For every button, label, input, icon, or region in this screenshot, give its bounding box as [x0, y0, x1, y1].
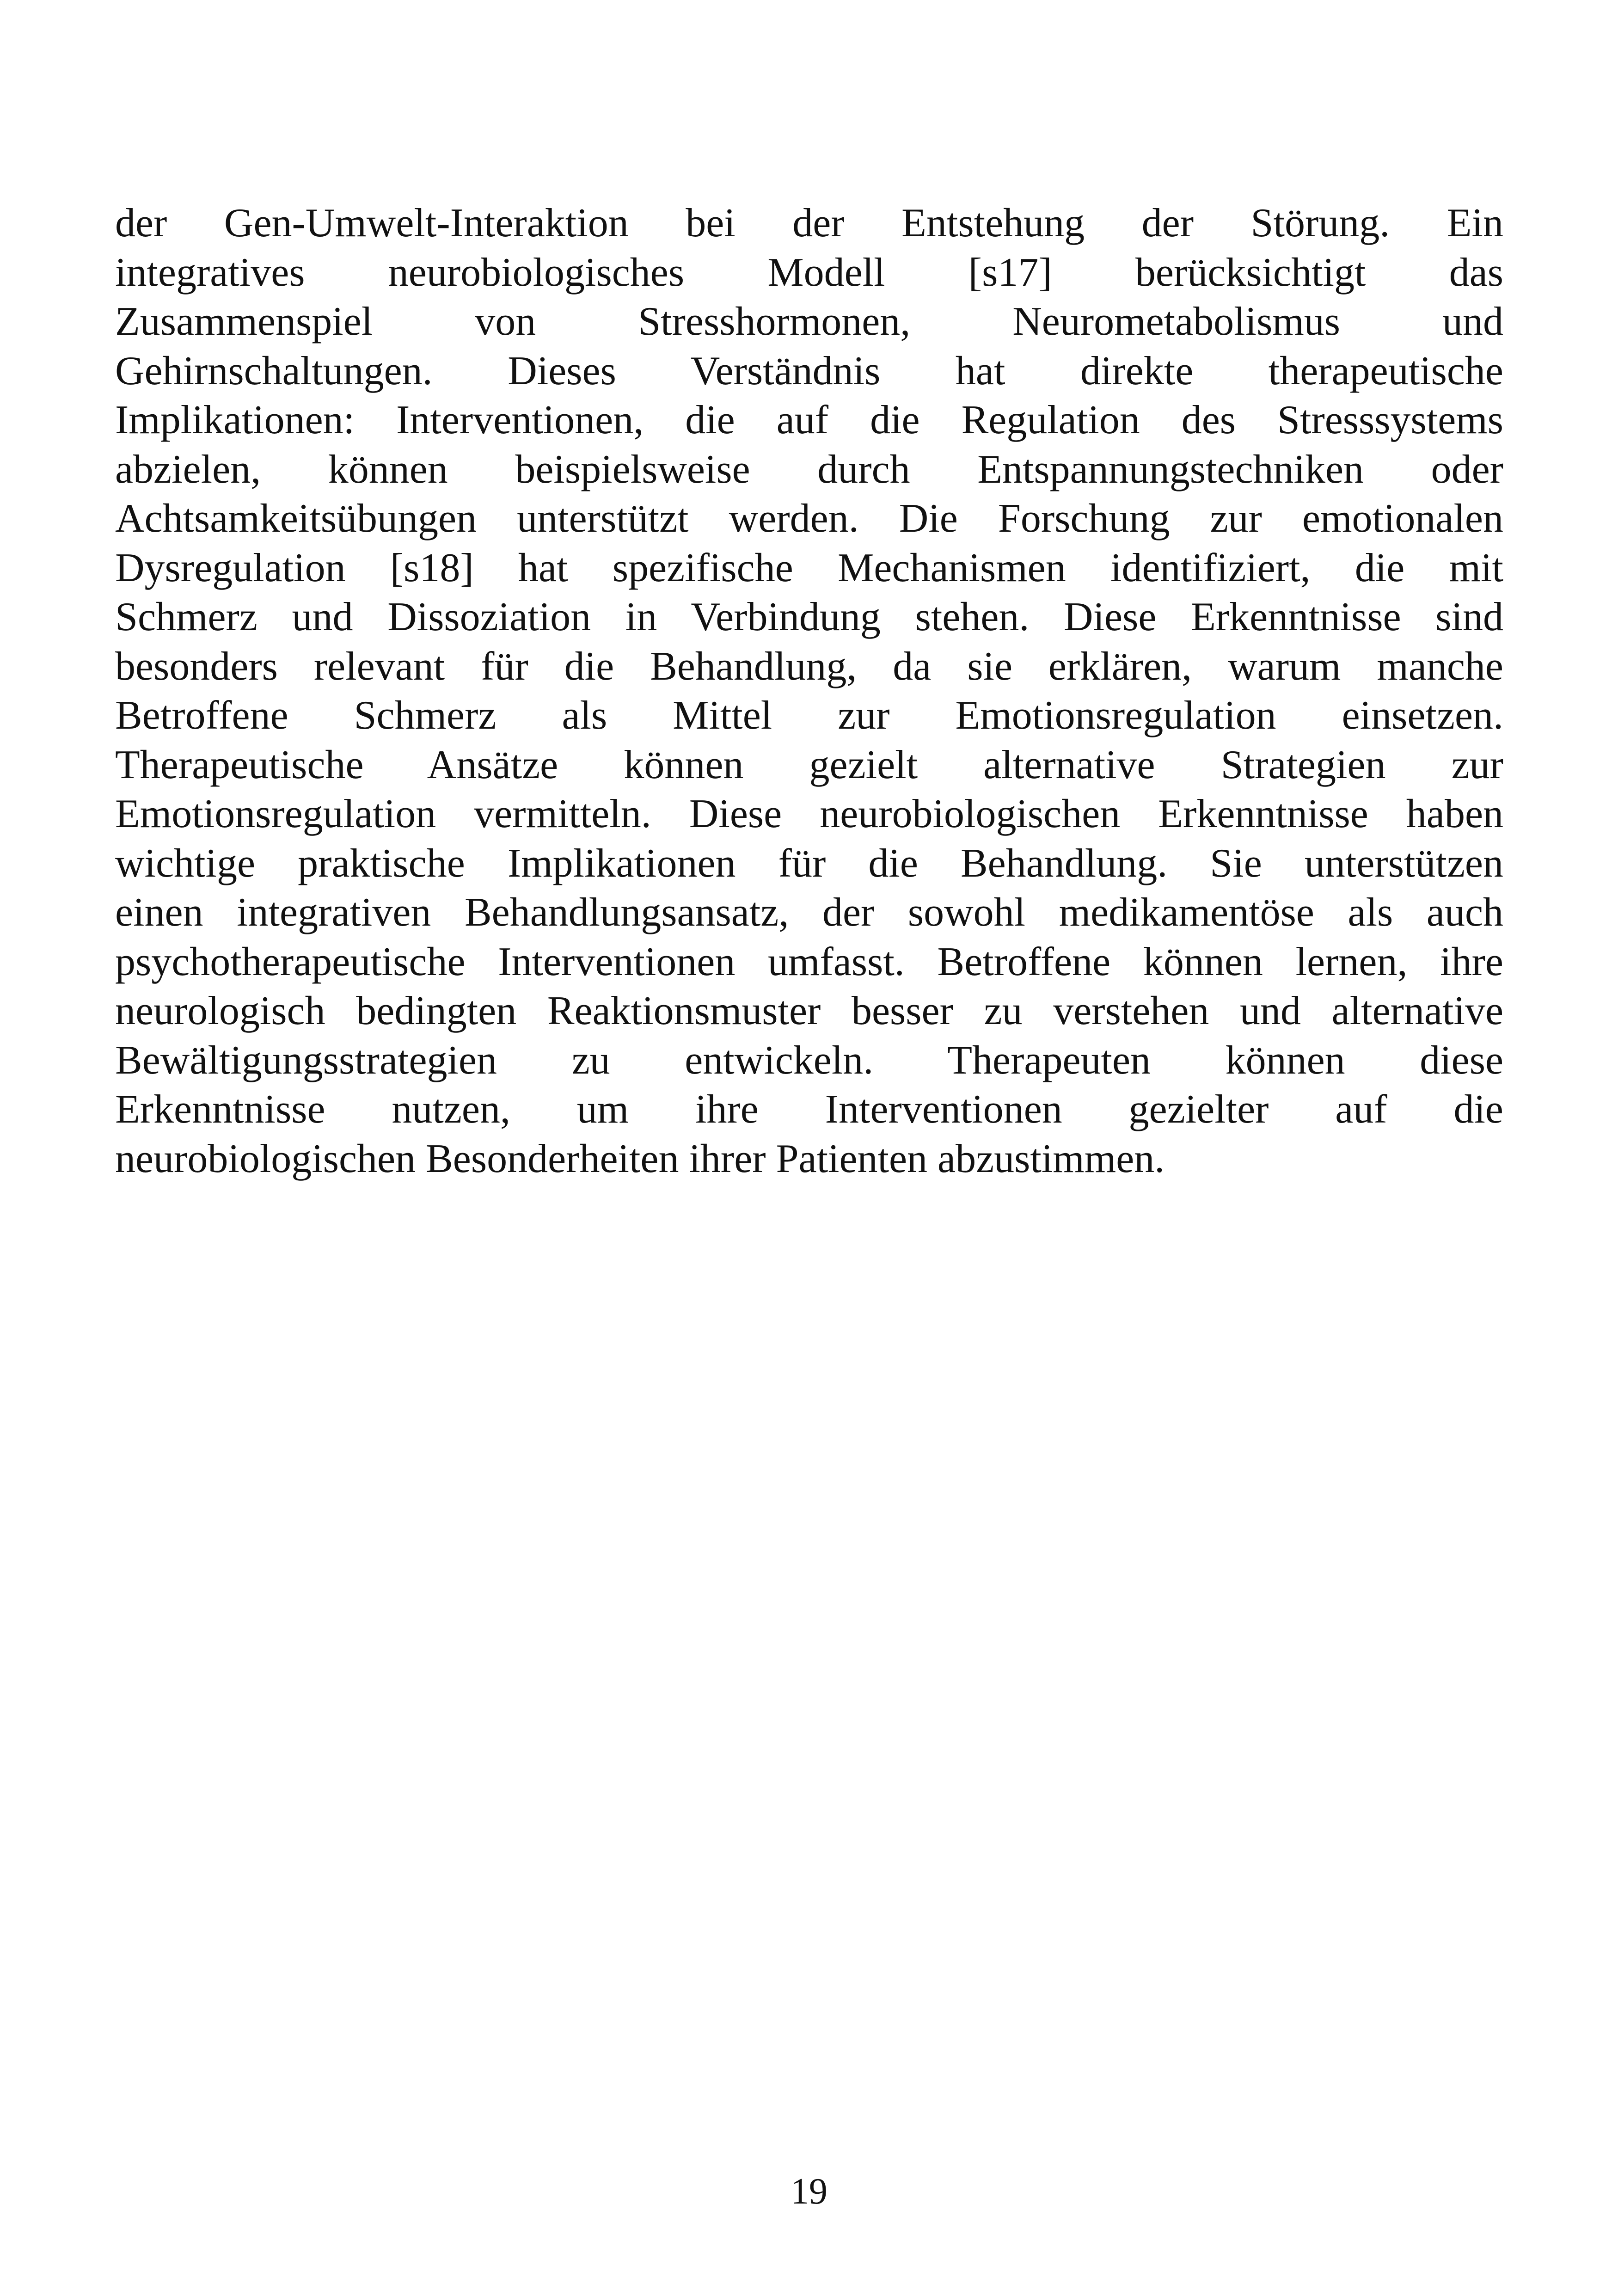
paragraph-line: Implikationen: Interventionen, die auf die Regulation des Stresssystems [115, 398, 1503, 442]
paragraph-line: wichtige praktische Implikationen für die Behandlung. Sie unterstützen [115, 841, 1503, 886]
paragraph-line: Betroffene Schmerz als Mittel zur Emotionsregulation einsetzen. [115, 693, 1503, 738]
paragraph-line: Gehirnschaltungen. Dieses Verständnis hat direkte therapeutische [115, 348, 1503, 393]
paragraph-line: psychotherapeutische Interventionen umfasst. Betroffene können lernen, ihre [115, 939, 1503, 984]
paragraph-line: Schmerz und Dissoziation in Verbindung stehen. Diese Erkenntnisse sind [115, 595, 1503, 639]
page-number: 19 [791, 2171, 827, 2212]
paragraph-line: einen integrativen Behandlungsansatz, der sowohl medikamentöse als auch [115, 890, 1503, 935]
paragraph-line: Dysregulation [s18] hat spezifische Mechanismen identifiziert, die mit [115, 545, 1503, 590]
paragraph-line: abzielen, können beispielsweise durch Entspannungstechniken oder [115, 447, 1503, 492]
paragraph-line: integratives neurobiologisches Modell [s17] berücksichtigt das [115, 250, 1503, 295]
paragraph-line: der Gen-Umwelt-Interaktion bei der Entstehung der Störung. Ein [115, 201, 1503, 246]
paragraph-line: besonders relevant für die Behandlung, da sie erklären, warum manche [115, 644, 1503, 689]
body-paragraph [115, 199, 1503, 1184]
paragraph-line: neurobiologischen Besonderheiten ihrer Patienten abzustimmen. [115, 1136, 1165, 1181]
paragraph-line: Bewältigungsstrategien zu entwickeln. Therapeuten können diese [115, 1037, 1503, 1083]
paragraph-line: Emotionsregulation vermitteln. Diese neurobiologischen Erkenntnisse haben [115, 792, 1503, 836]
paragraph-line: Zusammenspiel von Stresshormonen, Neurometabolismus und [115, 299, 1503, 344]
paragraph-line: Achtsamkeitsübungen unterstützt werden. Die Forschung zur emotionalen [115, 496, 1503, 541]
paragraph-line: Therapeutische Ansätze können gezielt alternative Strategien zur [115, 742, 1503, 787]
paragraph-line: Erkenntnisse nutzen, um ihre Interventionen gezielter auf die [115, 1087, 1503, 1132]
paragraph-line: neurologisch bedingten Reaktionsmuster besser zu verstehen und alternative [115, 988, 1503, 1033]
